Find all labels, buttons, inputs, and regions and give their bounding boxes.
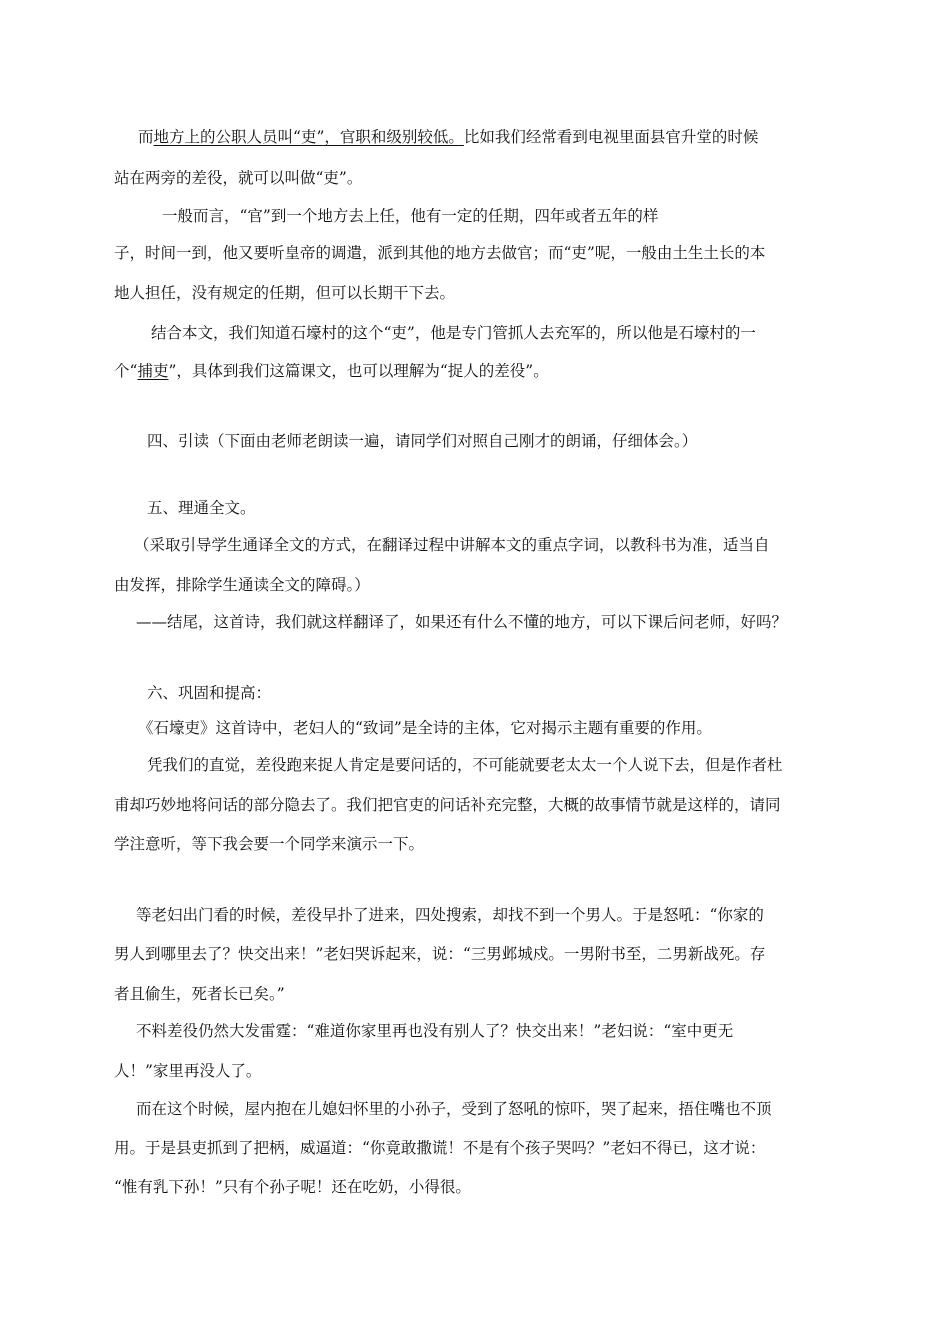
paragraph-line	[114, 361, 549, 381]
paragraph-line: ——结尾，这首诗，我们就这样翻译了，如果还有什么不懂的地方，可以下课后问老师，好吗？	[136, 613, 788, 631]
paragraph-line: 站在两旁的差役，就可以叫做“吏”。	[114, 169, 363, 187]
paragraph-line: 男人到哪里去了？快交出来！”老妇哭诉起来，说：“三男邺城戍。一男附书至，二男新战死。存	[114, 945, 766, 963]
text-run: 比如我们经常看到电视里面县官升堂的时候	[463, 128, 759, 146]
paragraph-line	[138, 127, 758, 147]
paragraph-line: 由发挥，排除学生通读全文的障碍。）	[114, 576, 370, 594]
paragraph-line: 一般而言，“官”到一个地方去上任，他有一定的任期，四年或者五年的样	[162, 207, 659, 225]
underlined-text: 捕吏	[137, 362, 169, 380]
paragraph-line: 用。于是县吏抓到了把柄，威逼道：“你竟敢撒谎！不是有个孩子哭吗？”老妇不得已，这才说：	[114, 1139, 766, 1157]
section-heading: 六、巩固和提高：	[147, 684, 272, 702]
paragraph-line: 等老妇出门看的时候，差役早扑了进来，四处搜索，却找不到一个男人。于是怒吼：“你家的	[136, 906, 764, 924]
paragraph-line: 结合本文，我们知道石壕村的这个“吏”，他是专门管抓人去充军的，所以他是石壕村的一	[151, 324, 756, 342]
underlined-text: 地方上的公职人员叫“吏”，官职和级别较低。	[153, 128, 464, 146]
paragraph-line: 者且偷生，死者长已矣。”	[114, 985, 285, 1003]
paragraph-line: 子，时间一到，他又要听皇帝的调遣，派到其他的地方去做官；而“吏”呢，一般由土生土长的本	[114, 244, 766, 262]
paragraph-line: 地人担任，没有规定的任期，但可以长期干下去。	[114, 284, 456, 302]
paragraph-line: （采取引导学生通译全文的方式，在翻译过程中讲解本文的重点字词，以教科书为准，适当自	[134, 536, 770, 554]
paragraph-line: 甫却巧妙地将问话的部分隐去了。我们把官吏的问话补充完整，大概的故事情节就是这样的，请同	[114, 796, 781, 814]
paragraph-line: 而在这个时候，屋内抱在儿媳妇怀里的小孙子，受到了怒吼的惊吓，哭了起来，捂住嘴也不顶	[136, 1100, 772, 1118]
paragraph-line: 不料差役仍然大发雷霆：“难道你家里再也没有别人了？快交出来！”老妇说：“室中更无	[136, 1022, 734, 1040]
text-run: 而	[138, 128, 154, 146]
paragraph-line: 学注意听，等下我会要一个同学来演示一下。	[114, 835, 425, 853]
paragraph-line: 凭我们的直觉，差役跑来捉人肯定是要问话的，不可能就要老太太一个人说下去，但是作者杜	[147, 756, 783, 774]
section-heading: 四、引读（下面由老师老朗读一遍，请同学们对照自己刚才的朗诵，仔细体会。）	[147, 432, 698, 450]
paragraph-line: 人！”家里再没人了。	[114, 1062, 262, 1080]
text-run: ”，具体到我们这篇课文，也可以理解为“捉人的差役”。	[168, 362, 549, 380]
paragraph-line: 《石壕吏》这首诗中，老妇人的“致词”是全诗的主体，它对揭示主题有重要的作用。	[138, 719, 712, 737]
section-heading: 五、理通全文。	[147, 499, 256, 517]
paragraph-line: “惟有乳下孙！”只有个孙子呢！还在吃奶，小得很。	[114, 1178, 471, 1196]
text-run: 个“	[114, 362, 138, 380]
